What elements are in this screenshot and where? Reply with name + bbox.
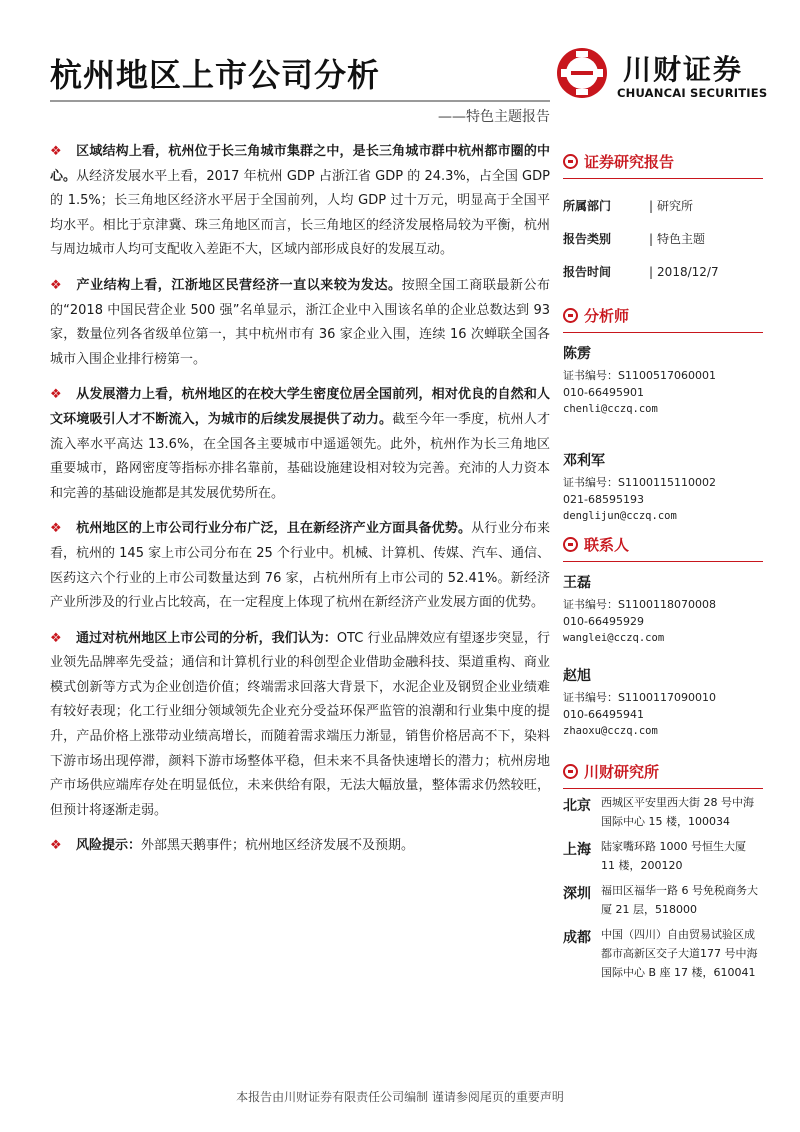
person-name: 赵旭 — [563, 668, 591, 684]
meta-label: 所属部门 — [563, 199, 612, 213]
section-divider — [563, 178, 763, 179]
section-header-analysts — [563, 304, 763, 326]
sidebar — [563, 150, 763, 988]
person-phone: 021-68595193 — [563, 493, 644, 506]
paragraph-lead: 区域结构上看，杭州位于长三角城市集群之中，是长三角城市群中杭州都市圈的中心。 — [50, 144, 550, 184]
section-badge-icon — [563, 764, 578, 779]
person-email: zhaoxu@cczq.com — [563, 725, 658, 737]
office-address: 西城区平安里西大街 28 号中海国际中心 15 楼，100034 — [601, 796, 754, 828]
paragraph-lead: 通过对杭州地区上市公司的分析，我们认为： — [76, 630, 337, 646]
section-header-report — [563, 150, 763, 172]
section-title: 分析师 — [584, 306, 630, 325]
meta-label: 报告时间 — [563, 265, 612, 279]
office-shenzhen — [563, 881, 763, 919]
paragraph-body: 按照全国工商联最新公布的“2018 中国民营企业 500 强”名单显示，浙江企业中入围该名单的企业总数达到 93 家，数量位列各省级单位第一，其中杭州市有 36 家企业入围，连续 16 次蝉联全国各城市入围企业排行榜第一。 — [50, 277, 550, 367]
paragraph-body: OTC 行业品牌效应有望逐步突显，行业领先品牌率先受益；通信和计算机行业的科创型企业借助金融科技、渠道重构、商业模式创新等方式为企业创造价值；终端需求回落大背景下，水泥企业及钢贸企业业绩难有较好表现；化工行业细分领域领先企业充分受益环保严监管的浪潮和行业集中度的提升，产品价格上涨带动业绩高增长，而随着需求端压力渐显，销售价格居高不下，染料下游市场出现停滞，颜料下游市场整体平稳，但未来不具备快速增长的潜力；杭州房地产市场供应端库存处在明显低位，未来供给有限，无法大幅放量，整体需求仍然较旺，但预计将逐渐走弱。 — [50, 630, 550, 818]
diamond-bullet-icon: ❖ — [50, 277, 62, 293]
person-name: 陈雳 — [563, 346, 591, 362]
paragraph-industry-structure — [50, 274, 550, 372]
paragraph-industry-distribution — [50, 517, 550, 615]
contact-card — [563, 665, 763, 740]
section-title: 联系人 — [584, 535, 630, 554]
office-city: 成都 — [563, 930, 591, 946]
paragraph-conclusion — [50, 627, 550, 824]
analyst-card — [563, 343, 763, 418]
office-address: 福田区福华一路 6 号免税商务大厦 21 层，518000 — [601, 884, 758, 916]
section-header-institute — [563, 760, 763, 782]
section-badge-icon — [563, 308, 578, 323]
office-shanghai — [563, 837, 763, 875]
person-email: chenli@cczq.com — [563, 403, 658, 415]
section-badge-icon — [563, 537, 578, 552]
meta-row-department — [563, 189, 763, 222]
diamond-bullet-icon: ❖ — [50, 144, 62, 159]
section-divider — [563, 561, 763, 562]
office-address: 陆家嘴环路 1000 号恒生大厦 11 楼，200120 — [601, 840, 746, 872]
paragraph-body: 外部黑天鹅事件；杭州地区经济发展不及预期。 — [141, 838, 415, 854]
analyst-card — [563, 450, 763, 525]
main-content — [50, 140, 550, 870]
meta-label: 报告类别 — [563, 232, 612, 246]
person-phone: 010-66495929 — [563, 615, 644, 628]
section-badge-icon — [563, 154, 578, 169]
contact-card — [563, 572, 763, 647]
office-city: 深圳 — [563, 886, 591, 902]
footer-disclaimer: 本报告由川财证券有限责任公司编制 谨请参阅尾页的重要声明 — [236, 1090, 564, 1104]
diamond-bullet-icon: ❖ — [50, 838, 62, 854]
paragraph-body: 从行业分布来看，杭州的 145 家上市公司分布在 25 个行业中。机械、计算机、传媒、汽车、通信、医药这六个行业的上市公司数量达到 76 家，占杭州所有上市公司的 52.41%。新经济产业所涉及的行业占比较高，在一定程度上体现了杭州在新经济产业发展方面的优势。 — [50, 521, 550, 611]
person-cert: 证书编号：S1100117090010 — [563, 691, 716, 704]
paragraph-development-potential — [50, 383, 550, 506]
section-title: 川财研究所 — [584, 762, 660, 781]
person-name: 邓利军 — [563, 453, 605, 469]
diamond-bullet-icon: ❖ — [50, 387, 62, 403]
person-email: denglijun@cczq.com — [563, 510, 677, 522]
paragraph-region-structure — [50, 140, 550, 263]
logo-english-name: CHUANCAI SECURITIES — [617, 86, 768, 100]
logo-mark-icon — [555, 46, 609, 100]
section-divider — [563, 332, 763, 333]
meta-row-category — [563, 222, 763, 255]
office-city: 上海 — [563, 842, 591, 858]
section-header-contacts — [563, 533, 763, 555]
office-city: 北京 — [563, 798, 591, 814]
person-email: wanglei@cczq.com — [563, 632, 665, 644]
person-cert: 证书编号：S1100118070008 — [563, 598, 716, 611]
person-cert: 证书编号：S1100517060001 — [563, 369, 716, 382]
office-chengdu — [563, 925, 763, 982]
meta-row-date — [563, 255, 763, 288]
paragraph-lead: 从发展潜力上看，杭州地区的在校大学生密度位居全国前列，相对优良的自然和人文环境吸引人才不断流入，为城市的后续发展提供了动力。 — [50, 387, 550, 427]
paragraph-lead: 风险提示： — [76, 838, 142, 854]
paragraph-risk-warning — [50, 834, 550, 859]
paragraph-lead: 杭州地区的上市公司行业分布广泛，且在新经济产业方面具备优势。 — [76, 521, 472, 537]
diamond-bullet-icon: ❖ — [50, 630, 62, 646]
header-divider — [50, 100, 550, 102]
person-phone: 010-66495941 — [563, 708, 644, 721]
logo-chinese-name: 川财证券 — [623, 53, 744, 86]
paragraph-body: 从经济发展水平上看，2017 年杭州 GDP 占浙江省 GDP 的 24.3%，占全国 GDP 的 1.5%；长三角地区经济水平居于全国前列，人均 GDP 过十万元，明显高于全国平均水平。相比于京津冀、珠三角地区而言，长三角地区的经济发展格局较为平衡，杭州与周边城市人均可支配收入差距不大，区域内部形成良好的发展互动。 — [50, 168, 550, 258]
section-divider — [563, 788, 763, 789]
person-cert: 证书编号：S1100115110002 — [563, 476, 716, 489]
meta-value: | 2018/12/7 — [649, 265, 719, 279]
meta-value: | 研究所 — [649, 197, 693, 214]
person-name: 王磊 — [563, 575, 591, 591]
diamond-bullet-icon: ❖ — [50, 521, 62, 537]
paragraph-lead: 产业结构上看，江浙地区民营经济一直以来较为发达。 — [76, 277, 402, 293]
paragraph-body: 截至今年一季度，杭州人才流入率水平高达 13.6%，在全国各主要城市中遥遥领先。此外，杭州作为长三角地区重要城市，路网密度等指标亦排名靠前，基础设施建设相对较为完善。充沛的人力资本和完善的基础设施都是其发展优势所在。 — [50, 411, 550, 501]
report-subtitle: ——特色主题报告 — [438, 109, 550, 125]
report-title: 杭州地区上市公司分析 — [50, 56, 381, 94]
company-logo — [555, 46, 768, 106]
office-address: 中国（四川）自由贸易试验区成都市高新区交子大道177 号中海国际中心 B 座 17 楼，610041 — [601, 928, 758, 979]
meta-value: | 特色主题 — [649, 230, 705, 247]
office-beijing — [563, 793, 763, 831]
section-title: 证券研究报告 — [584, 152, 675, 171]
person-phone: 010-66495901 — [563, 386, 644, 399]
